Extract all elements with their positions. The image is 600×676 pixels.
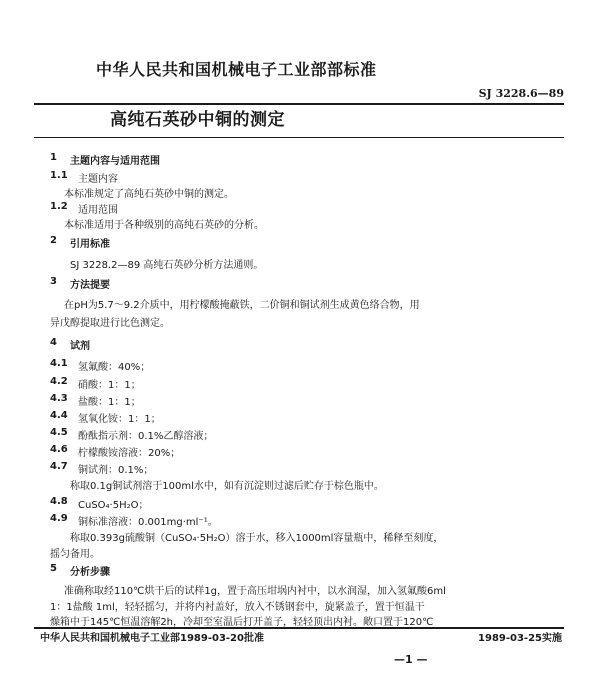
reagent-4-1-number: 4.1 (50, 358, 68, 369)
document-title: 高纯石英砂中铜的测定 (110, 110, 285, 130)
reagent-4-9-number: 4.9 (50, 513, 68, 524)
reagent-4-6-number: 4.6 (50, 444, 68, 455)
section-1-2-number: 1.2 (50, 201, 68, 212)
section-5-line-2: 1：1盐酸 1ml，轻轻摇匀，并将内衬盖好，放入不锈钢套中，旋紧盖子，置于恒温干 (50, 602, 425, 613)
section-2-body: SJ 3228.2—89 高纯石英砂分析方法通则。 (70, 260, 264, 271)
reagent-4-2-number: 4.2 (50, 376, 68, 387)
section-4-number: 4 (50, 337, 57, 348)
section-1-number: 1 (50, 152, 57, 163)
standard-code: SJ 3228.6—89 (478, 87, 564, 100)
section-1-heading: 主题内容与适用范围 (70, 156, 160, 167)
section-5-line-1: 准确称取经110℃烘干后的试样1g，置于高压坩埚内衬中，以水润湿，加入氢氟酸6ml (64, 586, 446, 597)
effective-date: 1989-03-25实施 (478, 633, 562, 644)
approval-statement: 中华人民共和国机械电子工业部1989-03-20批准 (40, 633, 264, 644)
section-3-line-1: 在pH为5.7～9.2介质中，用柠檬酸掩蔽铁，二价铜和铜试剂生成黄色络合物，用 (64, 300, 420, 311)
reagent-4-3: 盐酸：1：1； (78, 397, 141, 408)
section-5-number: 5 (50, 563, 57, 574)
section-3-number: 3 (50, 276, 57, 287)
section-1-1-heading: 主题内容 (78, 174, 118, 185)
reagent-4-7-note: 称取0.1g铜试剂溶于100ml水中，如有沉淀则过滤后贮存于棕色瓶中。 (70, 481, 384, 492)
reagent-4-9: 铜标准溶液：0.001mg·ml⁻¹。 (78, 517, 218, 528)
page-number: —1 — (394, 653, 428, 666)
issuing-organization: 中华人民共和国机械电子工业部部标准 (96, 60, 377, 79)
reagent-4-6: 柠檬酸铵溶液：20%； (78, 448, 181, 459)
reagent-4-9-note-line-2: 摇匀备用。 (50, 549, 100, 560)
reagent-4-4-number: 4.4 (50, 410, 68, 421)
reagent-4-2: 硝酸：1：1； (78, 380, 141, 391)
section-1-1-number: 1.1 (50, 170, 68, 181)
reagent-4-5: 酚酞指示剂：0.1%乙醇溶液； (78, 431, 214, 442)
section-2-heading: 引用标准 (70, 239, 110, 250)
section-1-2-body: 本标准适用于各种级别的高纯石英砂的分析。 (64, 220, 264, 231)
reagent-4-7: 铜试剂：0.1%； (78, 465, 154, 476)
section-5-heading: 分析步骤 (70, 567, 110, 578)
section-3-line-2: 异戊醇提取进行比色测定。 (50, 318, 170, 329)
reagent-4-7-number: 4.7 (50, 461, 68, 472)
reagent-4-5-number: 4.5 (50, 427, 68, 438)
section-1-2-heading: 适用范围 (78, 205, 118, 216)
section-2-number: 2 (50, 235, 57, 246)
section-4-heading: 试剂 (70, 341, 90, 352)
reagent-4-3-number: 4.3 (50, 393, 68, 404)
reagent-4-9-note-line-1: 称取0.393g硫酸铜（CuSO₄·5H₂O）溶于水，移入1000ml容量瓶中，稀释至刻度， (70, 533, 444, 544)
reagent-4-4: 氢氧化铵：1：1； (78, 414, 161, 425)
section-1-1-body: 本标准规定了高纯石英砂中铜的测定。 (64, 189, 234, 200)
reagent-4-8-number: 4.8 (50, 496, 68, 507)
reagent-4-1: 氢氟酸：40%； (78, 362, 151, 373)
title-rule (34, 137, 564, 138)
section-3-heading: 方法提要 (70, 280, 110, 291)
reagent-4-8: CuSO₄·5H₂O； (78, 500, 149, 511)
section-5-line-3: 燥箱中于145℃恒温溶解2h，冷却至室温后打开盖子，轻轻顶出内衬。敞口置于120℃ (50, 617, 434, 628)
